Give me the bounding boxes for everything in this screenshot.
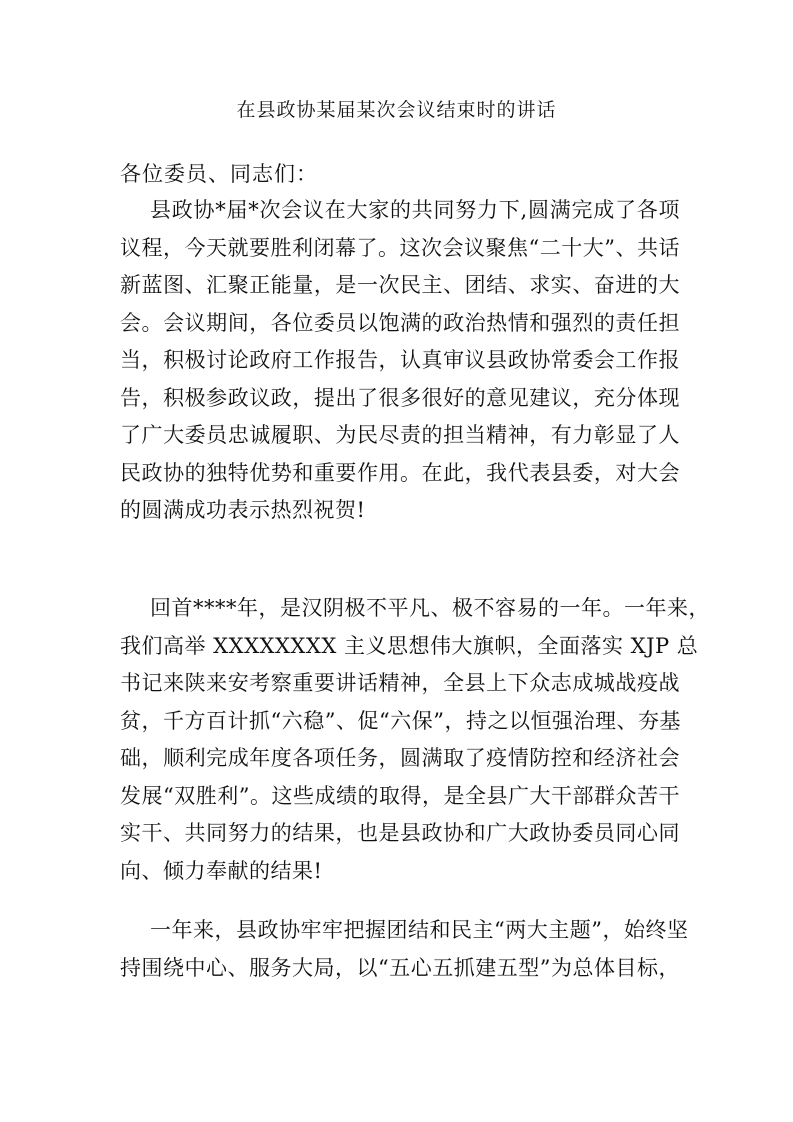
paragraph-line: 的圆满成功表示热烈祝贺! [120, 498, 366, 522]
paragraph-line: 会。会议期间，各位委员以饱满的政治热情和强烈的责任担 [120, 310, 680, 335]
paragraph-line: 回首****年，是汉阴极不平凡、极不容易的一年。一年来， [150, 596, 710, 620]
paragraph-line: 民政协的独特优势和重要作用。在此，我代表县委，对大会 [120, 460, 680, 485]
salutation: 各位委员、同志们： [120, 162, 318, 186]
paragraph-line: 新蓝图、汇聚正能量，是一次民主、团结、求实、奋进的大 [120, 273, 680, 297]
paragraph-line: 贫，千方百计抓“六稳”、促“六保”，持之以恒强治理、夯基 [120, 708, 681, 733]
paragraph-line: 实干、共同努力的结果，也是县政协和广大政协委员同心同 [120, 821, 680, 845]
paragraph-line: 向、倾力奉献的结果! [120, 858, 323, 883]
paragraph-line: 一年来，县政协牢牢把握团结和民主“两大主题”，始终坚 [150, 918, 689, 942]
paragraph-line: 议程，今天就要胜利闭幕了。这次会议聚焦“二十大”、共话 [120, 235, 680, 260]
paragraph-line: 础，顺利完成年度各项任务，圆满取了疫情防控和经济社会 [120, 746, 680, 770]
paragraph-line: 我们高举 XXXXXXXX 主义思想伟大旗帜，全面落实 XJP 总 [120, 633, 699, 658]
paragraph-2 [120, 590, 710, 890]
paragraph-1 [120, 192, 680, 530]
paragraph-3 [120, 912, 689, 987]
paragraph-line: 告，积极参政议政，提出了很多很好的意见建议，充分体现 [120, 385, 680, 410]
paragraph-line: 县政协*届*次会议在大家的共同努力下,圆满完成了各项 [150, 198, 680, 222]
paragraph-line: 书记来陕来安考察重要讲话精神，全县上下众志成城战疫战 [120, 671, 680, 695]
paragraph-line: 发展“双胜利”。这些成绩的取得，是全县广大干部群众苦干 [120, 783, 680, 808]
paragraph-line: 当，积极讨论政府工作报告，认真审议县政协常委会工作报 [120, 348, 680, 372]
paragraph-line: 持围绕中心、服务大局，以“五心五抓建五型”为总体目标， [120, 955, 680, 980]
paragraph-line: 了广大委员忠诚履职、为民尽责的担当精神，有力彰显了人 [120, 423, 680, 447]
document-title: 在县政协某届某次会议结束时的讲话 [236, 99, 557, 121]
